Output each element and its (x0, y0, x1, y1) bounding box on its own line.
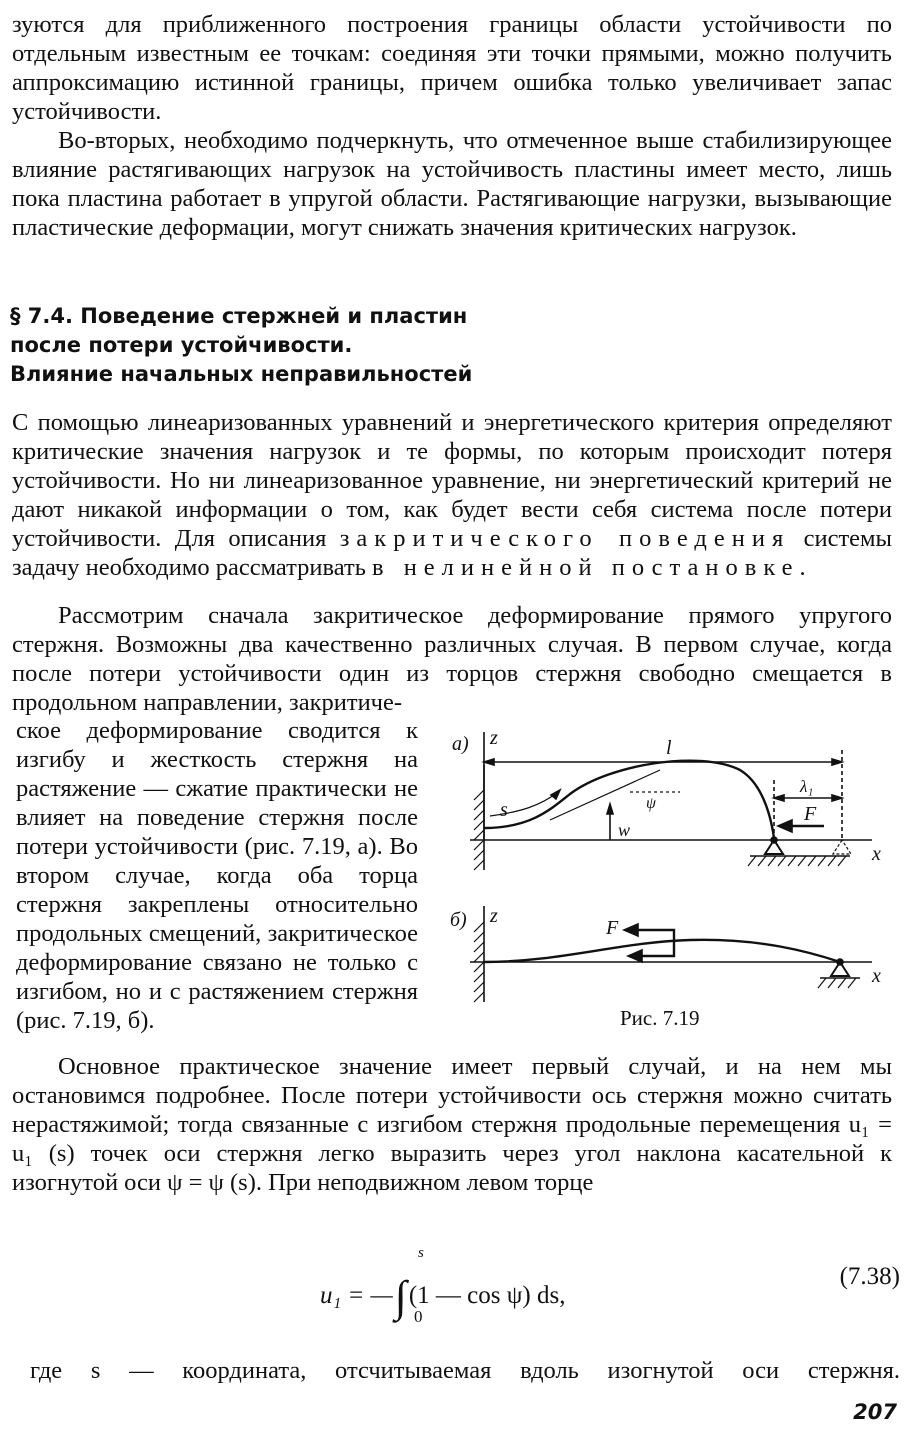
integral-upper-limit: s (418, 1245, 424, 1261)
paragraph-top: зуются для приближенного построения границы области устойчивости по отдельным известным ее точкам: соединяя эти точки прямыми, можно получить аппроксимацию истинной границы, причем ошибка только увеличивает запас устойчивости. (12, 11, 892, 125)
heading-line-3: Влияние начальных неправильностей (10, 362, 473, 386)
integral-lower-limit: 0 (414, 1307, 423, 1326)
ground-hatch-b (818, 978, 856, 988)
x-label-a: x (872, 843, 881, 865)
text-end: . (799, 554, 806, 581)
l-label: l (666, 737, 672, 759)
label-b: б) (450, 909, 467, 931)
s-label: s (500, 799, 508, 821)
force-label-b: F (606, 917, 619, 939)
heading-line-1: § 7.4. Поведение стержней и пластин (10, 304, 468, 328)
x-label-b: x (872, 965, 881, 987)
formula-integrand: (1 — cos ψ) ds, (408, 1282, 566, 1309)
integral-sign: ∫ (394, 1272, 407, 1321)
label-a: а) (452, 733, 469, 755)
tangent-line (550, 770, 660, 820)
text-middle: системы задачу необходимо рассматривать (12, 525, 893, 581)
paragraph-second: Во-вторых, необходимо подчеркнуть, что отмеченное выше стабилизирующее влияние растягивающих нагрузок на устойчивость пластины имеет место, лишь пока пластина работает в упругой области. Растягивающие нагрузки, вызывающие пластические деформации, могут снижать значения критических нагрузок. (12, 127, 892, 241)
lambda-label: λ₁ (800, 777, 814, 796)
force-label-a: F (804, 803, 817, 825)
paragraph-wrap: ское деформирование сводится к изгибу и жесткость стержня на растяжение — сжатие практически не влияет на поведение стержня после потери устойчивости (рис. 7.19, а). Во втором случае, когда оба торца стержня закреплены относительно продольных смещений, закритическое деформирование связано не только с изгибом, но и с растяжением стержня (рис. 7.19, б). (16, 717, 418, 1034)
text-before: С помощью линеаризованных уравнений и энергетического критерия определяют критические значения нагрузок и те формы, по которым происходит потеря устойчивости. Но ни линеаризованное уравнение, ни энергетический критерий не дают никакой информации о том, как будет вести себя система после потери устойчивости. Для описания (12, 409, 892, 552)
spaced-term-2: в нелинейной постановке (372, 554, 800, 581)
heading-line-2: после потери устойчивости. (10, 333, 353, 357)
z-label-a: z (490, 727, 498, 749)
paragraph-main: Основное практическое значение имеет первый случай, и на нем мы остановимся подробнее. После потери устойчивости ось стержня можно считать нерастяжимой; тогда связанные с изгибом стержня продольные перемещения u₁ = u₁ (s) точек оси стержня легко выразить через угол наклона касательной к изогнутой оси ψ = ψ (s). При неподвижном левом торце (12, 1053, 892, 1196)
formula-lhs: u₁ = — (320, 1282, 393, 1309)
psi-label: ψ (646, 795, 656, 812)
equation-number: (7.38) (839, 1263, 900, 1290)
w-label: w (618, 820, 631, 840)
figure-drawing (440, 720, 900, 1010)
formula-7-38 (320, 1245, 900, 1335)
wall-hatch-a (474, 790, 484, 870)
deflected-rod-b (484, 940, 840, 962)
figure-7-19 (440, 720, 900, 1040)
paragraph-consider: Рассмотрим сначала закритическое деформирование прямого упругого стержня. Возможны два качественно различных случая. В первом случае, когда после потери устойчивости один из торцов стержня свободно смещается в продольном направлении, закритиче- (12, 602, 892, 716)
page-number: 207 (853, 1400, 897, 1424)
figure-caption: Рис. 7.19 (620, 1006, 700, 1030)
paragraph-linearized (12, 408, 892, 582)
ground-hatch-a (748, 856, 846, 866)
spaced-term-1: закритического поведения (339, 525, 791, 552)
z-label-b: z (490, 905, 498, 927)
formula-body (320, 1263, 566, 1321)
paragraph-last: где s — координата, отсчитываемая вдоль изогнутой оси стержня. (30, 1357, 900, 1384)
section-heading (10, 302, 630, 389)
